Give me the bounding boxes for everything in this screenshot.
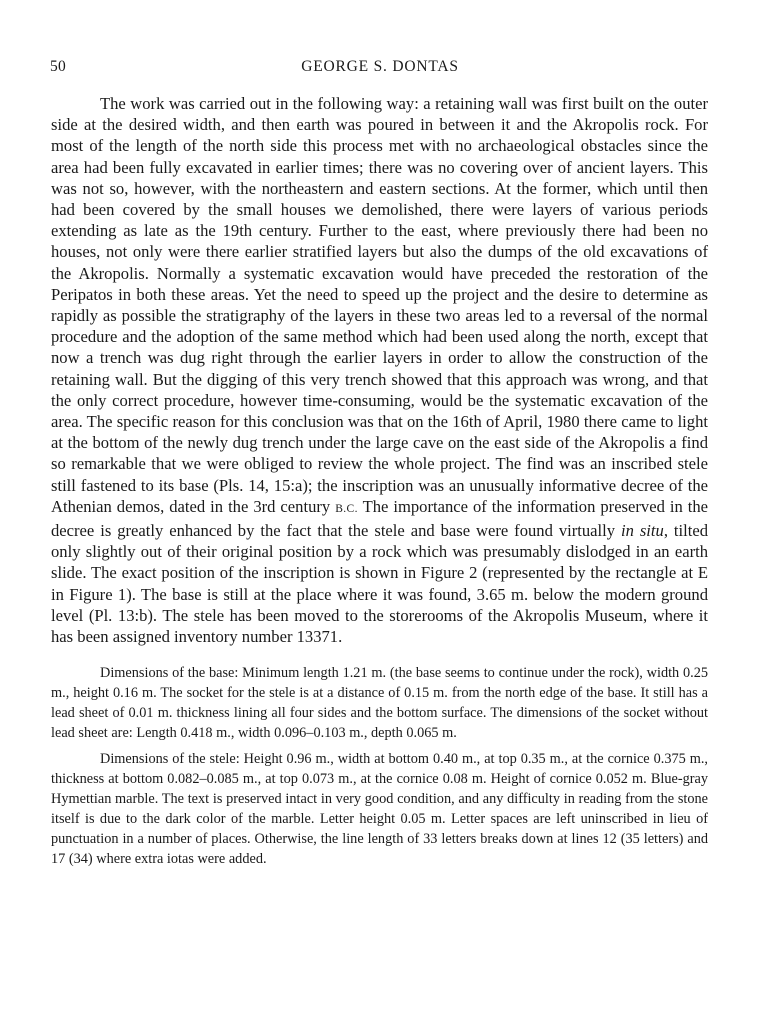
dimensions-notes — [51, 663, 708, 869]
stele-dimensions-paragraph: Dimensions of the stele: Height 0.96 m., width at bottom 0.40 m., at top 0.35 m., at the cornice 0.375 m., thickness at bottom 0.082–0.085 m., at top 0.073 m., at the cornice 0.08 m. Height of cornice 0.052 m. Blue-gray Hymettian marble. The text is preserved intact in very good condition, and any difficulty in reading from the stone itself is due to the dark color of the marble. Letter height 0.05 m. Letter spaces are left uninscribed in lieu of punctuation in a number of places. Otherwise, the line length of 33 letters breaks down at lines 12 (35 letters) and 17 (34) where extra iotas were added. — [51, 751, 708, 868]
main-paragraph — [51, 93, 708, 647]
main-paragraph-text-part-1: The work was carried out in the following way: a retaining wall was first built on the outer side at the desired width, and then earth was poured in between it and the Akropolis rock. For most of the length of the north side this process met with no archaeological obstacles since the area had been fully excavated in earlier times; there was no covering over of ancient layers. This was not so, however, with the northeastern and eastern sections. At the former, which until then had been covered by the small houses we demolished, there were layers of various periods extending as late as the 19th century. Further to the east, where previously there had been no houses, not only were there earlier stratified layers but also the dumps of the old excavations of the Akropolis. Normally a systematic excavation would have preceded the restoration of the Peripatos in both these areas. Yet the need to speed up the project and the desire to determine as rapidly as possible the stratigraphy of the layers in these two areas led to a reversal of the normal procedure and the adoption of the same method which had been used along the north, except that now a trench was dug right through the earlier layers in order to allow the construction of the retaining wall. But the digging of this very trench showed that this approach was wrong, and that the only correct procedure, however time-consuming, would be the systematic excavation of the area. The specific reason for this conclusion was that on the 16th of April, 1980 there came to light at the bottom of the newly dug trench under the large cave on the east side of the Akropolis a find so remarkable that we were obliged to review the whole project. The find was an inscribed stele still fastened to its base (Pls. 14, 15:a); the inscription was an unusually informative decree of the Athenian demos, dated in the 3rd century — [51, 94, 708, 516]
running-head — [50, 58, 710, 80]
body-text — [51, 93, 708, 869]
page-number: 50 — [50, 58, 67, 75]
era-abbreviation: B.C. — [335, 502, 358, 515]
main-paragraph-text-part-2: The importance of the information preserved in the decree is greatly enhanced by the fact that the stele and base were found virtually — [51, 496, 709, 541]
running-title: GEORGE S. DONTAS — [301, 58, 459, 75]
base-dimensions-paragraph: Dimensions of the base: Minimum length 1.21 m. (the base seems to continue under the rock), width 0.25 m., height 0.16 m. The socket for the stele is at a distance of 0.15 m. from the north edge of the base. It still has a lead sheet of 0.01 m. thickness lining all four sides and the bottom surface. The dimensions of the socket without lead sheet are: Length 0.418 m., width 0.096–0.103 m., depth 0.065 m. — [51, 665, 708, 742]
italic-term: in situ — [620, 521, 664, 541]
main-paragraph-text-part-3: , tilted only slightly out of their original position by a rock which was presumably dislodged in an earth slide. The exact position of the inscription is shown in Figure 2 (represented by the rectangle at E in Figure 1). The base is still at the place where it was found, 3.65 m. below the modern ground level (Pl. 13:b). The stele has been moved to the storerooms of the Akropolis Museum, where it has been assigned inventory number 13371. — [51, 521, 708, 647]
